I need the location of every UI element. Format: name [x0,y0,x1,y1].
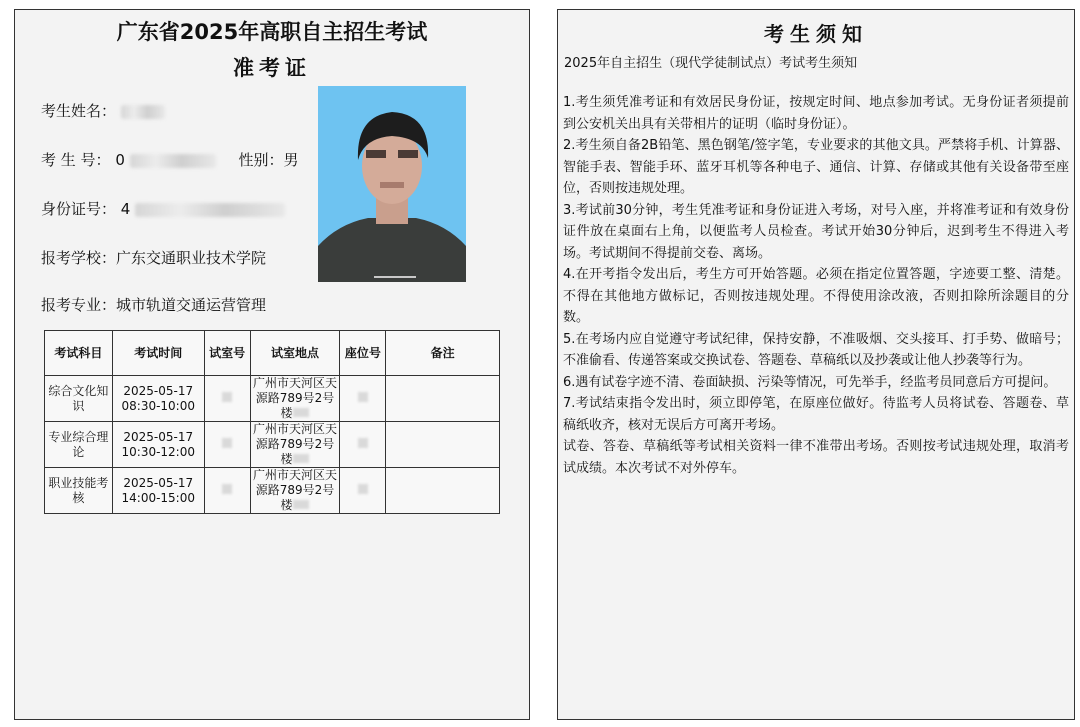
candidate-name-redacted [121,105,165,119]
notice-body [563,92,1069,479]
gender-label: 性别： [238,151,284,169]
location-redacted [293,454,309,463]
id-number-redacted [135,203,285,217]
table-header-row [45,331,500,376]
exam-title: 广东省2025年高职自主招生考试 [116,20,428,44]
notice-title: 考生须知 [764,22,868,46]
notice-item-3: 3.考试前30分钟，考生凭准考证和身份证进入考场，对号入座，并将准考证和有效身份证件放在桌面右上角，以便监考人员检查。考试开始30分钟后，迟到考生不得进入考场。考试期间不得提前交卷、离场。 [563,202,1069,261]
header-room: 试室号 [204,331,250,376]
location-cell: 广州市天河区天源路789号2号楼 [250,422,340,468]
school-row [41,247,266,269]
seat-cell [340,376,386,422]
notice-item-2: 2.考生须自备2B铅笔、黑色钢笔/签字笔，专业要求的其他文具。严禁将手机、计算器、智能手表、智能手环、蓝牙耳机等各种电子、通信、计算、存储或其他有关设备带至座位，否则按违规处理。 [563,138,1069,196]
header-location: 试室地点 [250,331,340,376]
exam-number-prefix: 0 [115,151,125,169]
remarks-cell [386,422,500,468]
notice-item-7: 7.考试结束指令发出时，须立即停笔，在原座位做好。待监考人员将试卷、答题卷、草稿纸收齐，核对无误后方可离开考场。 [563,396,1069,433]
id-number-row [41,198,285,220]
table-row [45,376,500,422]
location-redacted [293,408,309,417]
room-redacted [222,484,232,494]
id-number-prefix: 4 [120,200,131,218]
photo-silhouette-icon [318,86,466,282]
notice-item-5: 5.在考场内应自觉遵守考试纪律，保持安静，不准吸烟、交头接耳、打手势、做暗号；不准偷看、传递答案或交换试卷、答题卷、草稿纸以及抄袭或让他人抄袭等行为。 [563,331,1069,368]
gender-value: 男 [283,151,299,169]
notice-item-8: 试卷、答卷、草稿纸等考试相关资料一律不准带出考场。否则按考试违规处理，取消考试成绩。本次考试不对外停车。 [563,439,1069,476]
exam-number-label: 考 生 号： [41,151,111,169]
time-cell: 2025-05-17 08:30-10:00 [112,376,204,422]
table-row [45,422,500,468]
major-row [41,294,266,316]
table-row [45,468,500,514]
room-cell [204,422,250,468]
header-remarks: 备注 [386,331,500,376]
admission-ticket-panel [14,9,530,720]
time-cell: 2025-05-17 10:30-12:00 [112,422,204,468]
major-value: 城市轨道交通运营管理 [116,296,267,314]
major-label: 报考专业： [41,296,117,314]
room-cell [204,468,250,514]
notice-subtitle: 2025年自主招生（现代学徒制试点）考试考生须知 [564,56,858,71]
header-time: 考试时间 [112,331,204,376]
candidate-notice-panel [557,9,1075,720]
exam-number-row [41,149,298,171]
id-number-label: 身份证号： [41,200,117,218]
notice-item-1: 1.考生须凭准考证和有效居民身份证，按规定时间、地点参加考试。无身份证者须提前到公安机关出具有关带相片的证明（临时身份证）。 [563,95,1069,132]
subject-cell: 专业综合理论 [45,422,113,468]
seat-redacted [358,438,368,448]
subject-cell: 综合文化知识 [45,376,113,422]
notice-item-6: 6.遇有试卷字迹不清、卷面缺损、污染等情况，可先举手，经监考员同意后方可提问。 [563,374,1057,390]
location-redacted [293,500,309,509]
exam-number-redacted [130,154,216,168]
seat-redacted [358,484,368,494]
header-subject: 考试科目 [45,331,113,376]
room-redacted [222,392,232,402]
room-redacted [222,438,232,448]
seat-cell [340,468,386,514]
location-cell: 广州市天河区天源路789号2号楼 [250,468,340,514]
candidate-name-label: 考生姓名： [41,102,117,120]
school-value: 广东交通职业技术学院 [116,249,267,267]
seat-redacted [358,392,368,402]
school-label: 报考学校： [41,249,117,267]
candidate-name-row [41,100,165,122]
location-cell: 广州市天河区天源路789号2号楼 [250,376,340,422]
remarks-cell [386,468,500,514]
header-seat: 座位号 [340,331,386,376]
seat-cell [340,422,386,468]
room-cell [204,376,250,422]
ticket-title: 准考证 [233,56,311,80]
time-cell: 2025-05-17 14:00-15:00 [112,468,204,514]
exam-schedule-table [44,330,500,514]
notice-item-4: 4.在开考指令发出后，考生方可开始答题。必须在指定位置答题，字迹要工整、清楚。不得在其他地方做标记，否则按违规处理。不得使用涂改液，否则扣除所涂题目的分数。 [563,267,1069,325]
subject-cell: 职业技能考核 [45,468,113,514]
remarks-cell [386,376,500,422]
candidate-photo [318,86,466,282]
